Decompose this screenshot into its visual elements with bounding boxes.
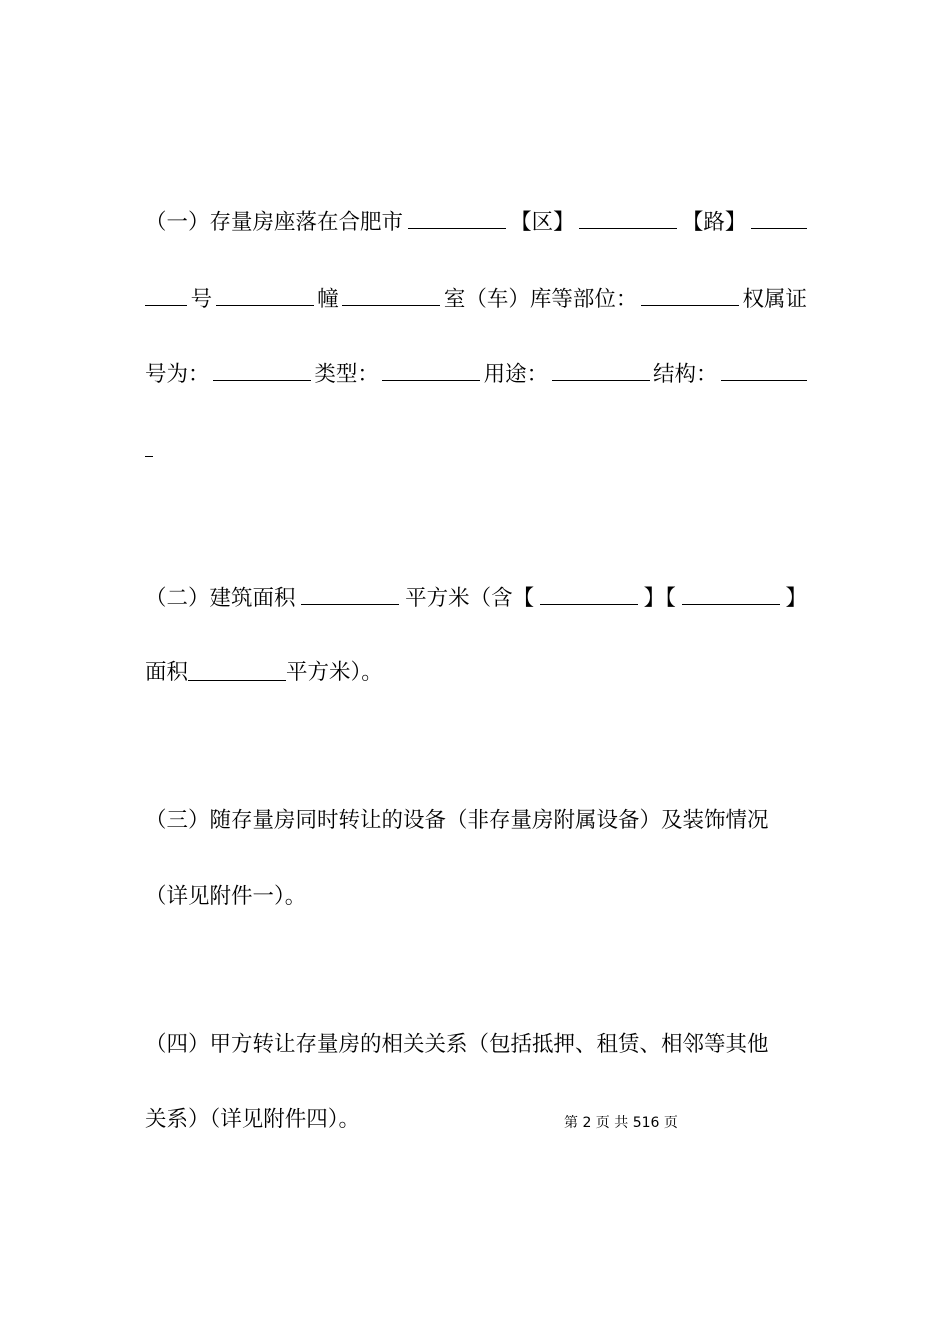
section2-line2 bbox=[145, 658, 807, 688]
number-blank[interactable] bbox=[145, 283, 187, 306]
cert-no-label: 号为： bbox=[145, 362, 210, 387]
structure-label: 结构： bbox=[652, 362, 718, 387]
road-blank[interactable] bbox=[751, 206, 807, 229]
page-number: 第 2 页 共 516 页 bbox=[564, 1115, 678, 1131]
section1-line1 bbox=[145, 206, 807, 236]
included-item2-blank[interactable] bbox=[682, 582, 780, 605]
area-unit-close: 平方米）。 bbox=[286, 660, 383, 685]
road-label: 【路】 bbox=[681, 210, 747, 235]
area-unit-open: 平方米（含【 bbox=[405, 586, 535, 611]
location-prefix: （一）存量房座落在合肥市 bbox=[145, 210, 404, 235]
section4-line1: （四）甲方转让存量房的相关关系（包括抵押、租赁、相邻等其他 bbox=[145, 1032, 769, 1057]
included-item1-blank[interactable] bbox=[540, 582, 638, 605]
building-label: 幢 bbox=[317, 287, 339, 312]
district-blank[interactable] bbox=[579, 206, 677, 229]
type-label: 类型： bbox=[314, 362, 379, 387]
building-area-blank[interactable] bbox=[301, 582, 399, 605]
bracket-mid: 】【 bbox=[643, 586, 676, 611]
area-label: 面积 bbox=[145, 660, 189, 685]
section3-line1: （三）随存量房同时转让的设备（非存量房附属设备）及装饰情况 bbox=[145, 808, 769, 833]
cert-label: 权属证 bbox=[742, 287, 807, 312]
use-label: 用途： bbox=[483, 362, 549, 387]
district-label: 【区】 bbox=[510, 210, 575, 235]
area-prefix: （二）建筑面积 bbox=[145, 586, 296, 611]
city-blank[interactable] bbox=[408, 206, 506, 229]
section4-line2: 关系）（详见附件四）。 bbox=[145, 1107, 361, 1132]
room-label: 室（车）库等部位： bbox=[443, 287, 638, 312]
section1-line4 bbox=[145, 434, 807, 464]
section3-line2: （详见附件一）。 bbox=[145, 884, 307, 909]
structure-blank-continued[interactable] bbox=[145, 434, 153, 457]
section1-line2 bbox=[145, 283, 807, 313]
bracket-close: 】 bbox=[785, 586, 807, 611]
structure-blank[interactable] bbox=[721, 358, 807, 381]
location-detail-blank[interactable] bbox=[641, 283, 739, 306]
section1-line3 bbox=[145, 358, 807, 388]
building-blank[interactable] bbox=[216, 283, 314, 306]
use-blank[interactable] bbox=[552, 358, 650, 381]
section2-line1 bbox=[145, 582, 807, 612]
included-area-blank[interactable] bbox=[188, 658, 286, 681]
cert-no-blank[interactable] bbox=[213, 358, 311, 381]
room-blank[interactable] bbox=[342, 283, 440, 306]
type-blank[interactable] bbox=[382, 358, 480, 381]
number-label: 号 bbox=[190, 287, 213, 312]
